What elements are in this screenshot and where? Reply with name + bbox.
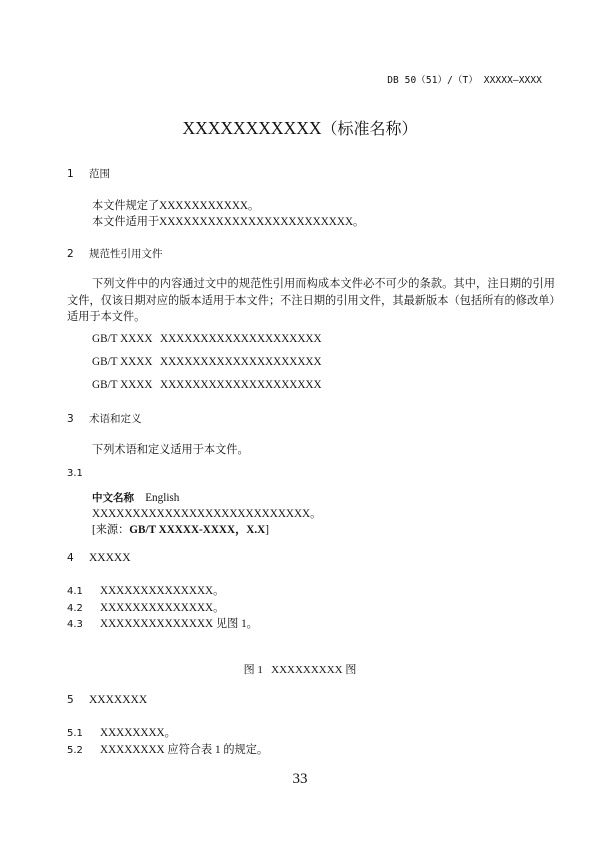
clause-text: XXXXXXXX。 <box>100 727 176 739</box>
section-title: XXXXX <box>89 552 131 564</box>
scope-line-1: 本文件规定了XXXXXXXXXXX。 <box>92 200 260 212</box>
document-title <box>0 116 600 139</box>
term-source-suffix: ] <box>265 524 269 536</box>
clause-5-1 <box>67 724 176 740</box>
section-title: 术语和定义 <box>89 413 142 425</box>
clause-number: 5.1 <box>67 728 83 739</box>
section-number: 4 <box>67 552 74 564</box>
section-heading-4 <box>67 552 131 564</box>
reference-code: GB/T XXXX <box>92 356 153 368</box>
clause-number: 5.2 <box>67 745 83 756</box>
title-latin: XXXXXXXXXXX <box>182 118 322 138</box>
section-heading-5 <box>67 694 147 706</box>
clause-number: 4.3 <box>67 619 83 630</box>
section-heading-terms-definitions <box>67 411 142 426</box>
clause-text: XXXXXXXX 应符合表 1 的规定。 <box>100 744 269 756</box>
reference-name: XXXXXXXXXXXXXXXXXXXX <box>160 379 322 391</box>
section-title: 规范性引用文件 <box>89 248 163 260</box>
title-cjk: （标准名称） <box>321 119 418 138</box>
clause-4-2 <box>67 599 224 615</box>
term-source <box>92 522 269 538</box>
clause-text: XXXXXXXXXXXXXX 见图 1。 <box>100 618 258 630</box>
section-number: 3 <box>67 413 74 425</box>
figure-label: 图 1 <box>243 664 263 676</box>
figure-caption-text: XXXXXXXXX 图 <box>271 664 357 676</box>
reference-item <box>92 333 322 345</box>
clause-4-3 <box>67 615 258 631</box>
standard-code-header: DB 50（51）/（T） XXXXX—XXXX <box>387 75 542 86</box>
reference-item <box>92 379 322 391</box>
term-number: 3.1 <box>67 468 83 479</box>
section-title: 范围 <box>89 168 110 180</box>
reference-name: XXXXXXXXXXXXXXXXXXXX <box>160 333 322 345</box>
reference-item <box>92 356 322 368</box>
section-heading-normative-references <box>67 246 163 261</box>
clause-4-1 <box>67 582 224 598</box>
section-number: 1 <box>67 168 74 180</box>
clause-text: XXXXXXXXXXXXXX。 <box>100 602 225 614</box>
term-source-ref: GB/T XXXXX-XXXX，X.X <box>129 524 266 536</box>
section-title: XXXXXXX <box>89 694 148 706</box>
reference-code: GB/T XXXX <box>92 379 153 391</box>
clause-number: 4.1 <box>67 586 83 597</box>
figure-caption <box>0 661 600 677</box>
page-number: 33 <box>292 771 308 787</box>
term-name-en: English <box>145 492 180 504</box>
clause-number: 4.2 <box>67 603 83 614</box>
section-number: 2 <box>67 248 74 260</box>
scope-line-2: 本文件适用于XXXXXXXXXXXXXXXXXXXXXXXX。 <box>92 216 365 228</box>
section-number: 5 <box>67 694 74 706</box>
term-name <box>92 490 179 506</box>
term-definition: XXXXXXXXXXXXXXXXXXXXXXXXXXX。 <box>92 508 322 520</box>
clause-5-2 <box>67 741 268 757</box>
term-source-prefix: [来源： <box>92 524 130 536</box>
reference-code: GB/T XXXX <box>92 333 153 345</box>
clause-text: XXXXXXXXXXXXXX。 <box>100 585 225 597</box>
terms-intro: 下列术语和定义适用于本文件。 <box>92 444 249 456</box>
term-name-cn: 中文名称 <box>92 492 134 504</box>
normative-references-intro: 下列文件中的内容通过文中的规范性引用而构成本文件必不可少的条款。其中，注日期的引用文件，仅该日期对应的版本适用于本文件；不注日期的引用文件，其最新版本（包括所有的修改单）适用于本文件。 <box>67 278 555 323</box>
reference-name: XXXXXXXXXXXXXXXXXXXX <box>160 356 322 368</box>
section-heading-scope <box>67 166 110 181</box>
